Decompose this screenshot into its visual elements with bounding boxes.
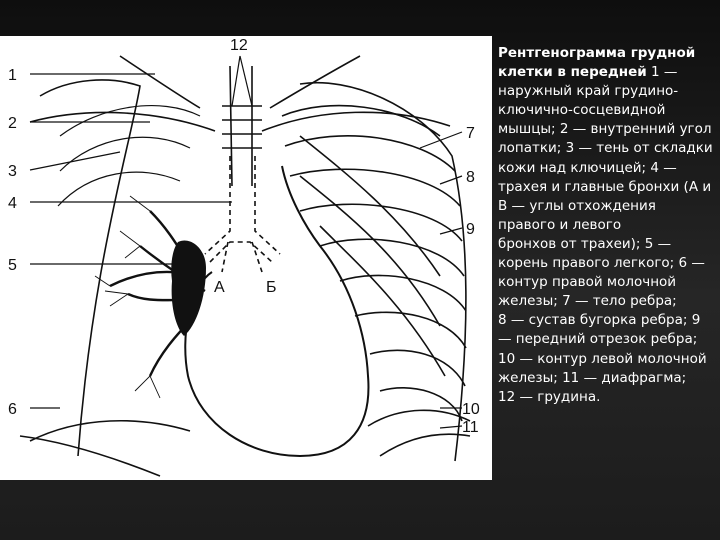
label-7: 7 [466, 125, 475, 142]
caption-line-11: 10 — контур левой молочной железы; [498, 350, 707, 386]
label-5: 5 [8, 257, 17, 274]
label-10: 10 [462, 401, 480, 418]
diaphragm-right [30, 421, 190, 441]
caption-line-7: 6 — контур правой молочной железы; [498, 255, 705, 310]
label-8: 8 [466, 169, 475, 186]
caption-line-8: 7 — тело ребра; [562, 293, 677, 310]
main-bronchi [210, 242, 272, 272]
caption-line-13: 12 — грудина. [498, 388, 601, 405]
label-11: 11 [462, 419, 479, 436]
caption-line-5: бронхов от трахеи); [498, 235, 641, 252]
label-a: А [214, 279, 225, 296]
label-b: Б [266, 279, 277, 296]
label-2: 2 [8, 115, 17, 132]
left-ribs [282, 106, 466, 421]
vertebra-column [230, 66, 252, 186]
neck-left-edge [120, 56, 200, 108]
vertebra-1 [222, 106, 262, 148]
caption-line-1: 1 — наружный край грудино-ключично-сосцевидной мышцы; [498, 64, 679, 138]
trachea [205, 156, 280, 254]
caption-line-10: 9 — передний отрезок ребра; [498, 312, 701, 348]
caption-title: Рентгенограмма грудной клетки в передней [498, 45, 696, 81]
caption-line-4: 4 — трахея и главные бронхи (А и В — углы отхождения правого и левого [498, 159, 712, 233]
label-6: 6 [8, 401, 17, 418]
neck-right-edge [270, 56, 360, 108]
caption-text [498, 44, 716, 407]
right-lung-fine-vessels [95, 196, 160, 398]
right-chest-wall [40, 80, 140, 456]
caption-line-2: 2 — внутренний угол лопатки; [498, 121, 712, 157]
caption-line-3: 3 — тень от складки кожи над ключицей; [498, 140, 713, 176]
label-1: 1 [8, 67, 17, 84]
breast-right-contour [20, 436, 160, 476]
chest-xray-diagram [0, 36, 492, 480]
label-4: 4 [8, 195, 17, 212]
label-9: 9 [466, 221, 475, 238]
caption-line-6: 5 — корень правого легкого; [498, 235, 675, 272]
caption-line-12: 11 — диафрагма; [562, 369, 687, 386]
label-12: 12 [230, 37, 248, 54]
diaphragm-left [368, 410, 470, 426]
right-lung-root-shadow [171, 240, 206, 336]
caption-line-9: 8 — сустав бугорка ребра; [498, 312, 688, 329]
chest-xray-drawing [0, 36, 492, 480]
label-3: 3 [8, 163, 17, 180]
